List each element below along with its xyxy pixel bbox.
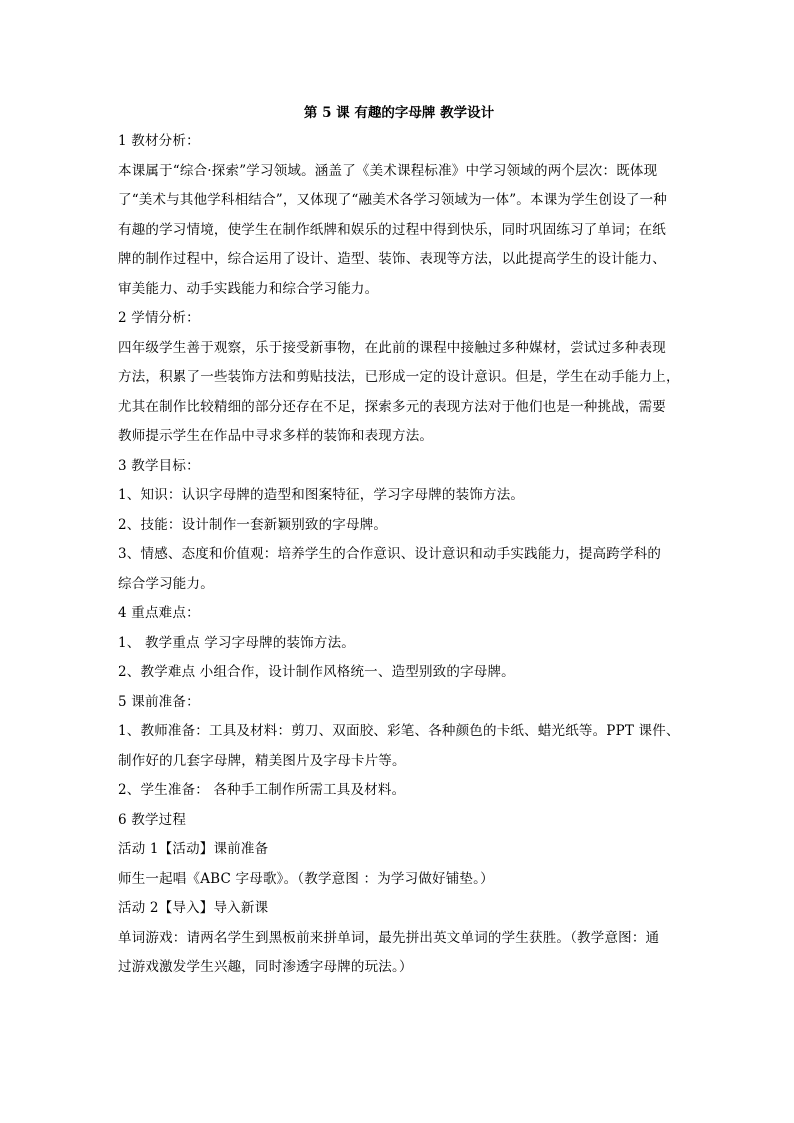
paragraph-line: 了“美术与其他学科相结合”，又体现了“融美术各学习领域为一体”。本课为学生创设了一种 [118, 192, 668, 208]
section-heading: 2 学情分析： [118, 310, 200, 326]
section-teaching-material-analysis [118, 127, 678, 304]
paragraph-line: 单词游戏：请两名学生到黑板前来拼单词，最先拼出英文单词的学生获胜。（教学意图：通 [118, 929, 660, 946]
paragraph [118, 157, 678, 305]
objective-attitude [118, 540, 678, 599]
activity-1-title: 活动 1【活动】课前准备 [118, 841, 269, 857]
paragraph-line: 四年级学生善于观察，乐于接受新事物，在此前的课程中接触过多种媒材，尝试过多种表现 [118, 339, 666, 356]
document-page [118, 100, 678, 983]
section-heading: 5 课前准备： [118, 693, 200, 710]
document-title: 第 5 课 有趣的字母牌 教学设计 [303, 105, 495, 121]
paragraph-line: 综合学习能力。 [118, 575, 214, 592]
section-heading: 4 重点难点： [118, 605, 200, 621]
section-heading: 3 教学目标： [118, 457, 200, 474]
paragraph-line: 教师提示学生在作品中寻求多样的装饰和表现方法。 [118, 428, 434, 444]
objective-skills: 2、技能：设计制作一套新颖别致的字母牌。 [118, 516, 388, 533]
section-key-points [118, 599, 678, 688]
paragraph-line: 过游戏激发学生兴趣，同时渗透字母牌的玩法。） [118, 959, 413, 975]
section-preparation [118, 688, 678, 806]
paragraph [118, 334, 678, 452]
activity-1-content: 师生一起唱《ABC 字母歌》。（教学意图 ：为学习做好铺垫。） [118, 870, 494, 887]
activity-2-title: 活动 2【导入】导入新课 [118, 900, 269, 916]
paragraph-line: 本课属于“综合·探索”学习领域。涵盖了《美术课程标准》中学习领域的两个层次：既体现 [118, 162, 658, 179]
difficult-point-item: 2、教学难点 小组合作，设计制作风格统一、造型别致的字母牌。 [118, 664, 515, 680]
student-preparation: 2、学生准备： 各种手工制作所需工具及材料。 [118, 782, 406, 798]
section-teaching-objectives [118, 452, 678, 600]
activity-2-content [118, 924, 678, 983]
paragraph-line: 有趣的学习情境，使学生在制作纸牌和娱乐的过程中得到快乐，同时巩固练习了单词；在纸 [118, 221, 666, 238]
paragraph-line: 制作好的几套字母牌，精美图片及字母卡片等。 [118, 752, 406, 769]
paragraph-line: 牌的制作过程中，综合运用了设计、造型、装饰、表现等方法，以此提高学生的设计能力、 [118, 251, 666, 267]
section-teaching-process [118, 806, 678, 983]
section-heading: 1 教材分析： [118, 133, 200, 149]
objective-knowledge: 1、知识：认识字母牌的造型和图案特征，学习字母牌的装饰方法。 [118, 487, 525, 503]
key-point-item: 1、 教学重点 学习字母牌的装饰方法。 [118, 634, 355, 651]
paragraph-line: 尤其在制作比较精细的部分还存在不足，探索多元的表现方法对于他们也是一种挑战，需要 [118, 398, 666, 415]
paragraph-line: 审美能力、动手实践能力和综合学习能力。 [118, 280, 379, 297]
paragraph-line: 1、教师准备：工具及材料：剪刀、双面胶、彩笔、各种颜色的卡纸、蜡光纸等。PPT 课件、 [118, 723, 680, 739]
paragraph-line: 3、情感、态度和价值观：培养学生的合作意识、设计意识和动手实践能力，提高跨学科的 [118, 546, 662, 562]
teacher-preparation [118, 717, 678, 776]
section-heading: 6 教学过程 [118, 811, 187, 828]
section-learner-analysis [118, 304, 678, 452]
paragraph-line: 方法，积累了一些装饰方法和剪贴技法，已形成一定的设计意识。但是，学生在动手能力上， [118, 369, 680, 385]
